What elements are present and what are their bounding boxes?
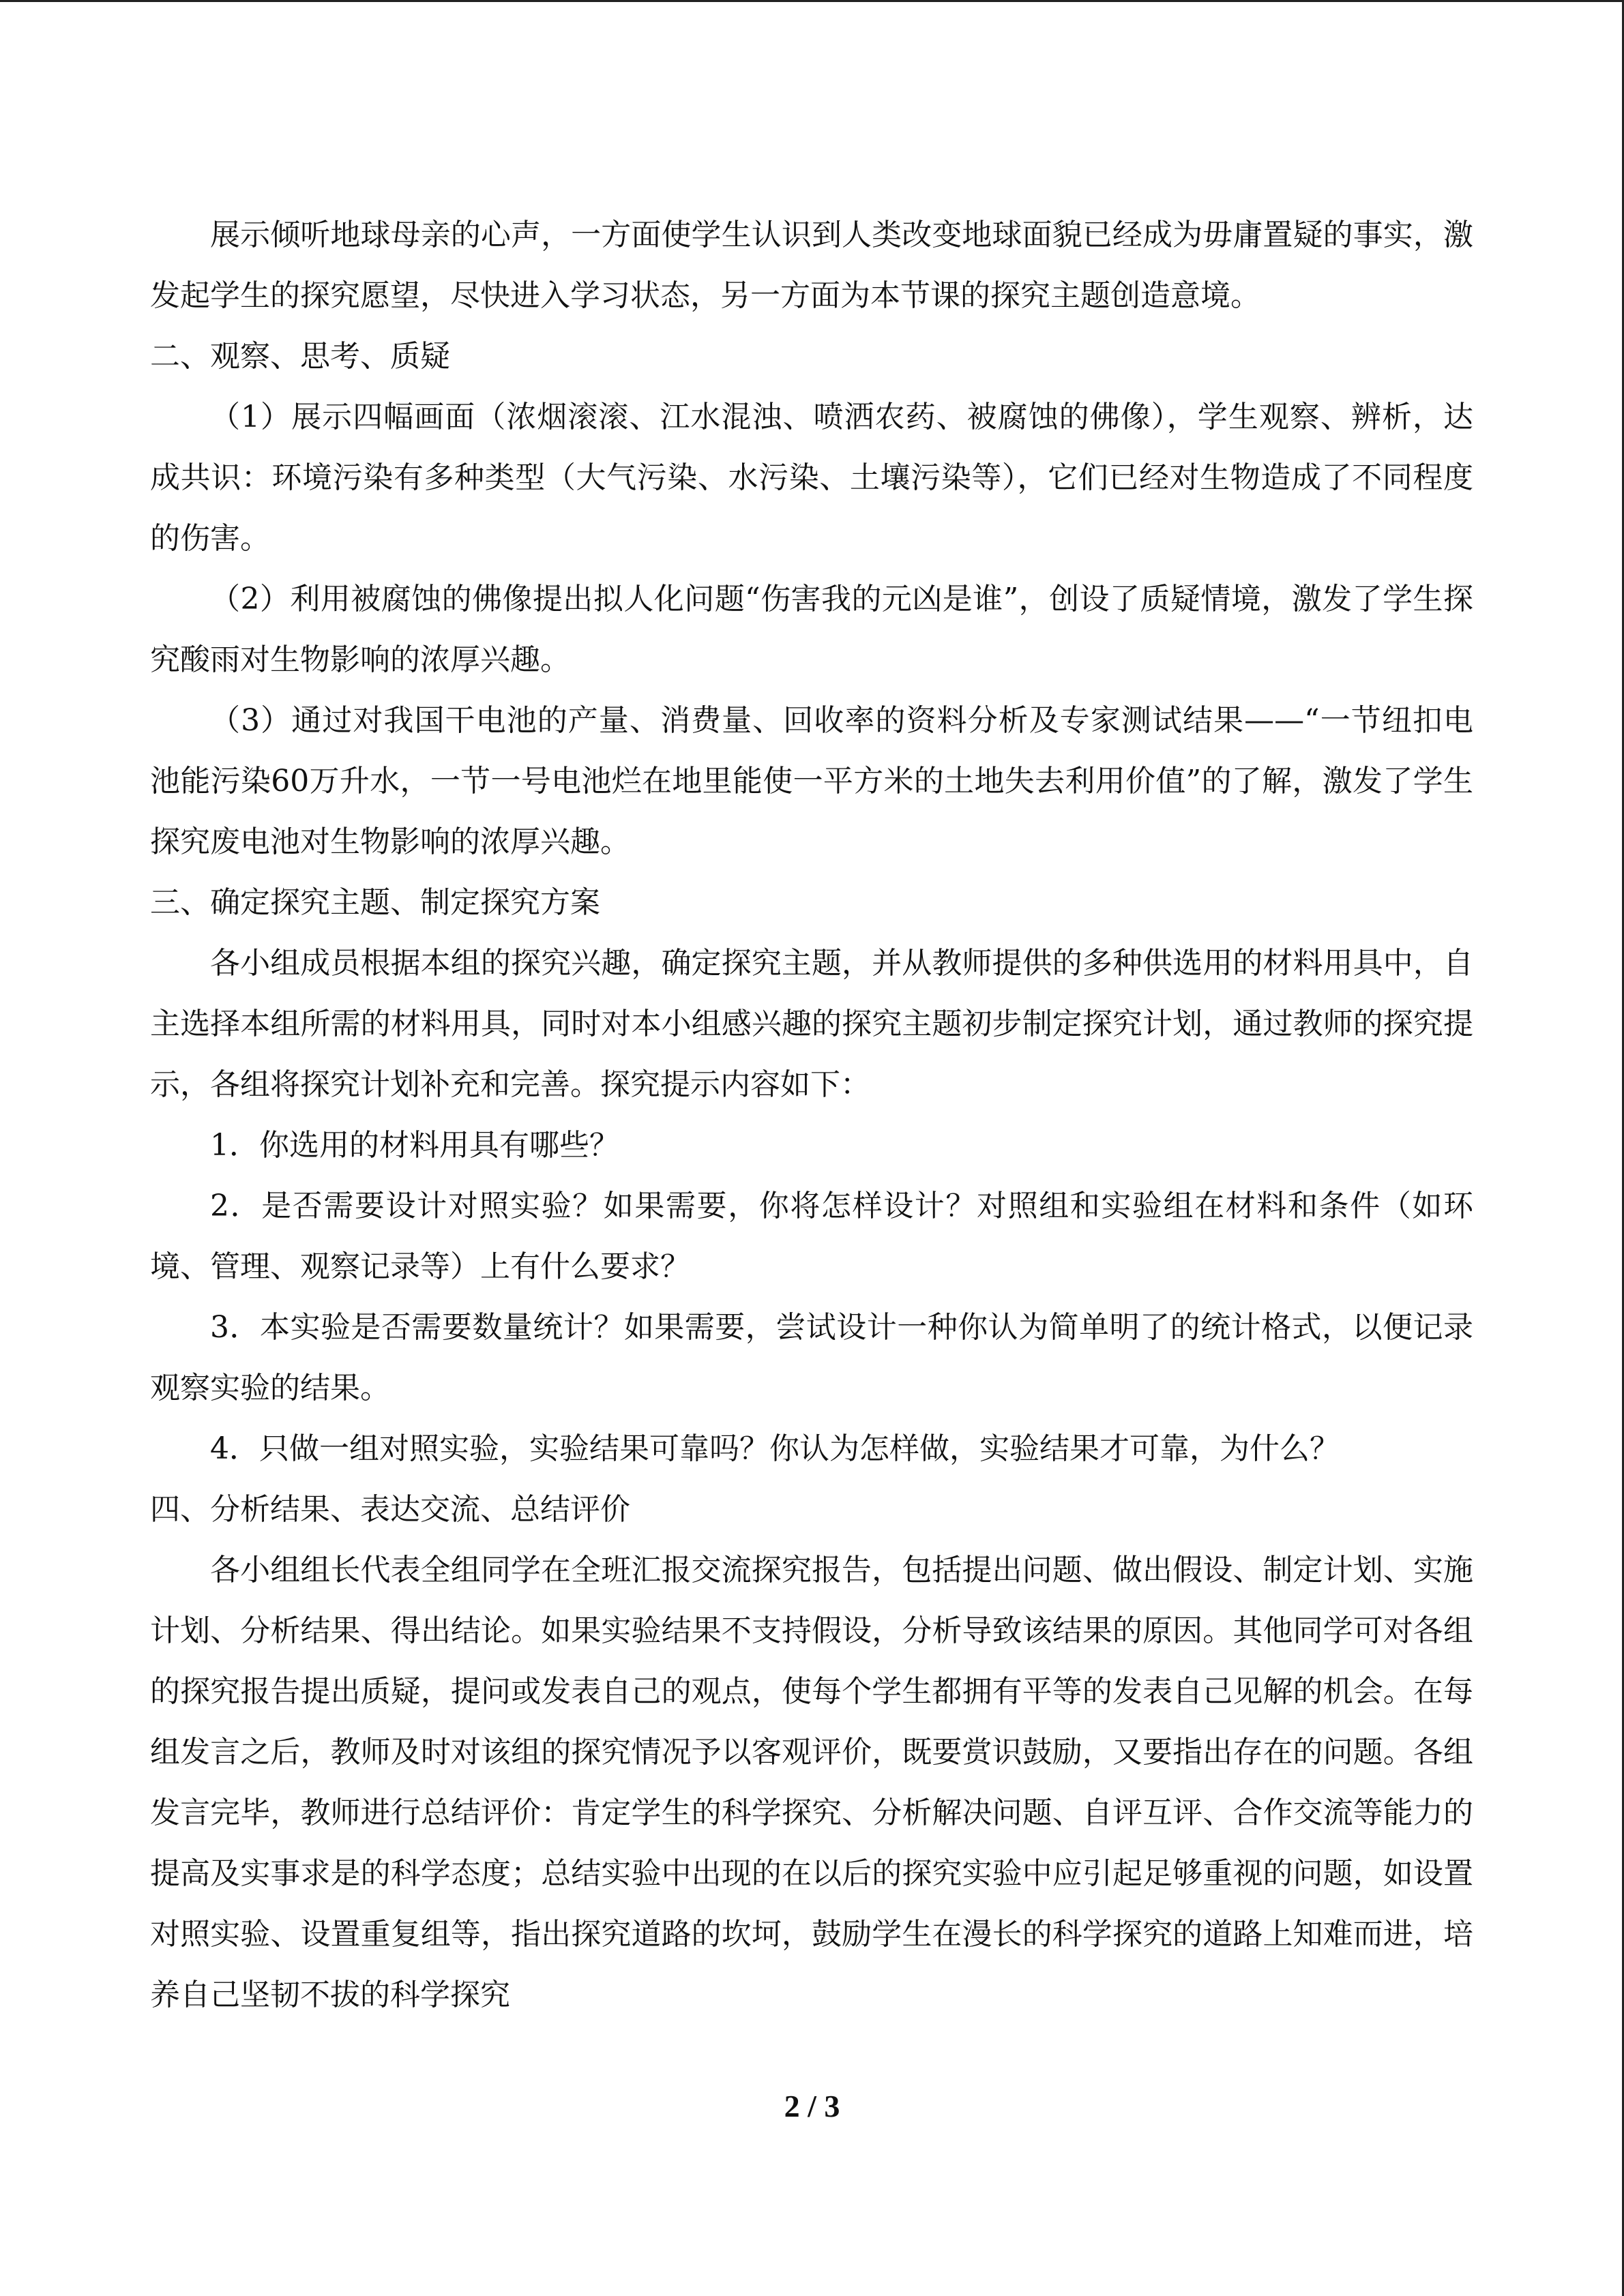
section-heading-analysis: 四、分析结果、表达交流、总结评价 [150, 1492, 630, 1527]
observe-item-2: （2）利用被腐蚀的佛像提出拟人化问题“伤害我的元凶是谁”，创设了质疑情境，激发了学生探究酸雨对生物影响的浓厚兴趣。 [150, 582, 1473, 677]
page-number: 2 / 3 [784, 2089, 840, 2123]
section-heading-observe: 二、观察、思考、质疑 [150, 339, 450, 374]
hint-item-2: 2．是否需要设计对照实验？如果需要，你将怎样设计？对照组和实验组在材料和条件（如环境、管理、观察记录等）上有什么要求？ [150, 1189, 1473, 1284]
hint-item-4: 4．只做一组对照实验，实验结果可靠吗？你认为怎样做，实验结果才可靠，为什么？ [210, 1431, 1340, 1466]
top-border-line [0, 0, 1624, 2]
section-heading-plan: 三、确定探究主题、制定探究方案 [150, 885, 600, 920]
intro-paragraph: 展示倾听地球母亲的心声，一方面使学生认识到人类改变地球面貌已经成为毋庸置疑的事实，激发起学生的探究愿望，尽快进入学习状态，另一方面为本节课的探究主题创造意境。 [150, 218, 1473, 313]
hint-item-1: 1．你选用的材料用具有哪些？ [210, 1128, 619, 1163]
observe-item-1: （1）展示四幅画面（浓烟滚滚、江水混浊、喷洒农药、被腐蚀的佛像），学生观察、辨析，达成共识：环境污染有多种类型（大气污染、水污染、土壤污染等），它们已经对生物造成了不同程度的伤害。 [150, 400, 1473, 556]
plan-paragraph: 各小组成员根据本组的探究兴趣，确定探究主题，并从教师提供的多种供选用的材料用具中，自主选择本组所需的材料用具，同时对本小组感兴趣的探究主题初步制定探究计划，通过教师的探究提示，各组将探究计划补充和完善。探究提示内容如下： [150, 946, 1473, 1102]
observe-item-3: （3）通过对我国干电池的产量、消费量、回收率的资料分析及专家测试结果——“一节纽扣电池能污染60万升水，一节一号电池烂在地里能使一平方米的土地失去利用价值”的了解，激发了学生探究废电池对生物影响的浓厚兴趣。 [150, 703, 1473, 859]
hint-item-3: 3．本实验是否需要数量统计？如果需要，尝试设计一种你认为简单明了的统计格式，以便记录观察实验的结果。 [150, 1310, 1473, 1405]
analysis-paragraph: 各小组组长代表全组同学在全班汇报交流探究报告，包括提出问题、做出假设、制定计划、实施计划、分析结果、得出结论。如果实验结果不支持假设，分析导致该结果的原因。其他同学可对各组的探究报告提出质疑，提问或发表自己的观点，使每个学生都拥有平等的发表自己见解的机会。在每组发言之后，教师及时对该组的探究情况予以客观评价，既要赏识鼓励，又要指出存在的问题。各组发言完毕，教师进行总结评价：肯定学生的科学探究、分析解决问题、自评互评、合作交流等能力的提高及实事求是的科学态度；总结实验中出现的在以后的探究实验中应引起足够重视的问题，如设置对照实验、设置重复组等，指出探究道路的坎坷，鼓励学生在漫长的科学探究的道路上知难而进，培养自己坚韧不拔的科学探究 [150, 1553, 1473, 2012]
document-body [150, 205, 1473, 2025]
